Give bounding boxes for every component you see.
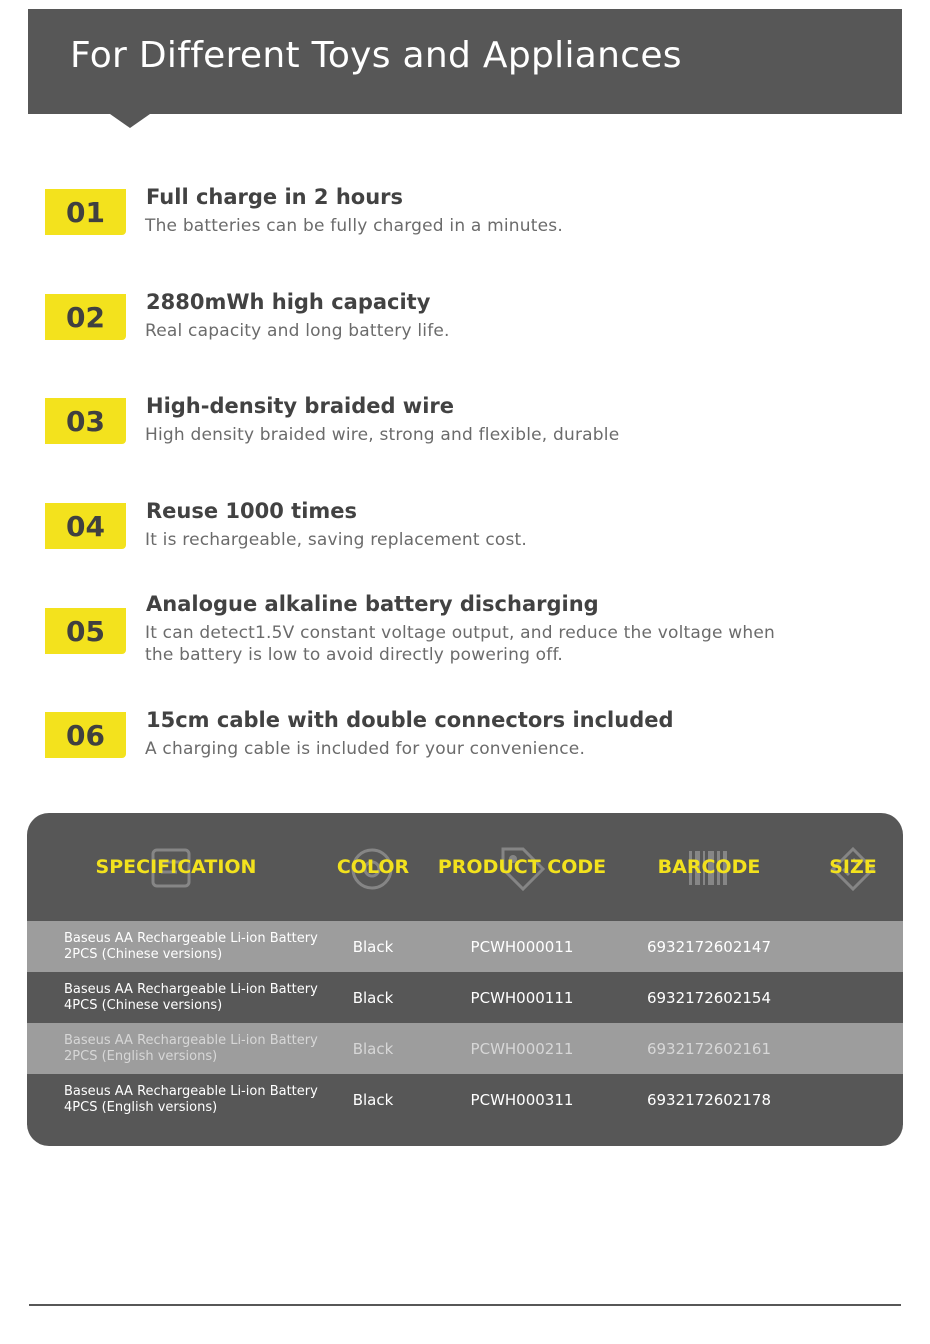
spec-cell: Baseus AA Rechargeable Li-ion Battery 4PCS (Chinese versions) [64, 981, 318, 1013]
color-cell: Black [352, 1039, 394, 1058]
feature-description: Real capacity and long battery life. [145, 321, 450, 341]
column-header-specification: SPECIFICATION [95, 856, 257, 878]
feature-description: It can detect1.5V constant voltage output, and reduce the voltage when the battery is low to avoid directly powering off. [145, 623, 775, 665]
feature-description: It is rechargeable, saving replacement cost. [145, 530, 527, 550]
feature-title: Reuse 1000 times [146, 499, 358, 523]
divider [29, 1304, 901, 1306]
specification-table [27, 813, 903, 1146]
feature-number-badge: 01 [45, 189, 126, 235]
product-code-cell: PCWH000111 [470, 988, 574, 1007]
barcode-cell: 6932172602154 [646, 988, 772, 1007]
feature-number-badge: 03 [45, 398, 126, 444]
spec-cell: Baseus AA Rechargeable Li-ion Battery 2PCS (Chinese versions) [64, 930, 318, 962]
feature-title: Analogue alkaline battery discharging [146, 592, 599, 616]
barcode-cell: 6932172602161 [646, 1039, 772, 1058]
feature-number-badge: 05 [45, 608, 126, 654]
table-row [27, 1023, 903, 1074]
product-code-cell: PCWH000211 [470, 1039, 574, 1058]
feature-description: A charging cable is included for your convenience. [145, 739, 586, 759]
feature-description: High density braided wire, strong and flexible, durable [145, 425, 620, 445]
feature-item [45, 592, 905, 688]
banner-pointer [110, 114, 150, 128]
barcode-cell: 6932172602178 [646, 1090, 772, 1109]
feature-item [45, 185, 905, 269]
product-code-cell: PCWH000311 [470, 1090, 574, 1109]
feature-number-badge: 04 [45, 503, 126, 549]
feature-item [45, 290, 905, 374]
color-cell: Black [352, 988, 394, 1007]
spec-cell: Baseus AA Rechargeable Li-ion Battery 2PCS (English versions) [64, 1032, 318, 1064]
spec-cell: Baseus AA Rechargeable Li-ion Battery 4PCS (English versions) [64, 1083, 318, 1115]
color-cell: Black [352, 937, 394, 956]
feature-title: Full charge in 2 hours [146, 185, 404, 209]
product-code-cell: PCWH000011 [470, 937, 574, 956]
feature-number-badge: 02 [45, 294, 126, 340]
column-header-barcode: BARCODE [657, 856, 761, 878]
feature-title: 15cm cable with double connectors included [146, 708, 674, 732]
table-row [27, 1074, 903, 1125]
feature-item [45, 499, 905, 583]
table-row [27, 921, 903, 972]
feature-title: High-density braided wire [146, 394, 455, 418]
feature-number-badge: 06 [45, 712, 126, 758]
color-cell: Black [352, 1090, 394, 1109]
feature-description: The batteries can be fully charged in a minutes. [145, 216, 563, 236]
feature-item [45, 708, 905, 792]
column-header-product-code: PRODUCT CODE [437, 856, 607, 878]
page-title: For Different Toys and Appliances [70, 35, 682, 76]
table-row [27, 972, 903, 1023]
feature-title: 2880mWh high capacity [146, 290, 431, 314]
column-header-size: SIZE [829, 856, 877, 878]
barcode-cell: 6932172602147 [646, 937, 772, 956]
column-header-color: COLOR [336, 856, 410, 878]
feature-item [45, 394, 905, 478]
title-banner [28, 9, 902, 114]
